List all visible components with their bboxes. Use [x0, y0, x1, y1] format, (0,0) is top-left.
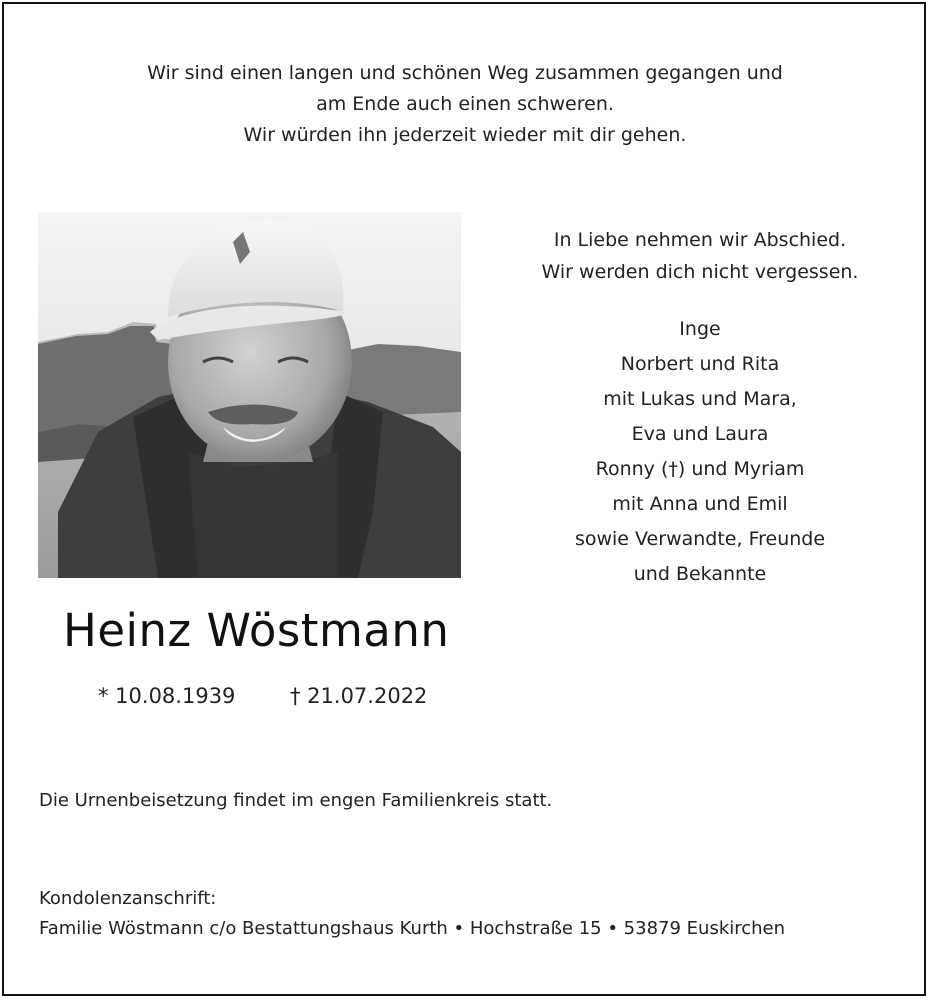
farewell-message	[520, 224, 880, 288]
mourner-line: mit Anna und Emil	[612, 493, 788, 515]
mourners-list	[520, 312, 880, 592]
mourner-line: und Bekannte	[633, 563, 767, 585]
death-date: † 21.07.2022	[290, 684, 428, 708]
condolence-address-line: Familie Wöstmann c/o Bestattungshaus Kurth • Hochstraße 15 • 53879 Euskirchen	[39, 918, 786, 939]
mourner-line: Ronny (†) und Myriam	[595, 458, 805, 480]
farewell-line: Wir werden dich nicht vergessen.	[541, 261, 859, 283]
mourner-line: sowie Verwandte, Freunde	[574, 528, 826, 550]
mourner-line: mit Lukas und Mara,	[603, 388, 797, 410]
poem-line: Wir sind einen langen und schönen Weg zusammen gegangen und	[147, 62, 783, 84]
birth-date: * 10.08.1939	[98, 684, 236, 708]
deceased-name: Heinz Wöstmann	[63, 604, 450, 657]
farewell-line: In Liebe nehmen wir Abschied.	[553, 229, 847, 251]
ceremony-note: Die Urnenbeisetzung findet im engen Familienkreis statt.	[39, 790, 553, 811]
poem-line: am Ende auch einen schweren.	[316, 93, 614, 115]
mourner-line: Inge	[679, 318, 721, 340]
mourner-line: Eva und Laura	[631, 423, 769, 445]
poem-line: Wir würden ihn jederzeit wieder mit dir gehen.	[243, 124, 687, 146]
condolence-label: Kondolenzanschrift:	[39, 888, 217, 909]
portrait-photo	[38, 212, 461, 578]
condolence-address	[39, 884, 785, 944]
family-block	[520, 224, 880, 592]
mourner-line: Norbert und Rita	[620, 353, 780, 375]
memorial-poem	[0, 58, 930, 151]
